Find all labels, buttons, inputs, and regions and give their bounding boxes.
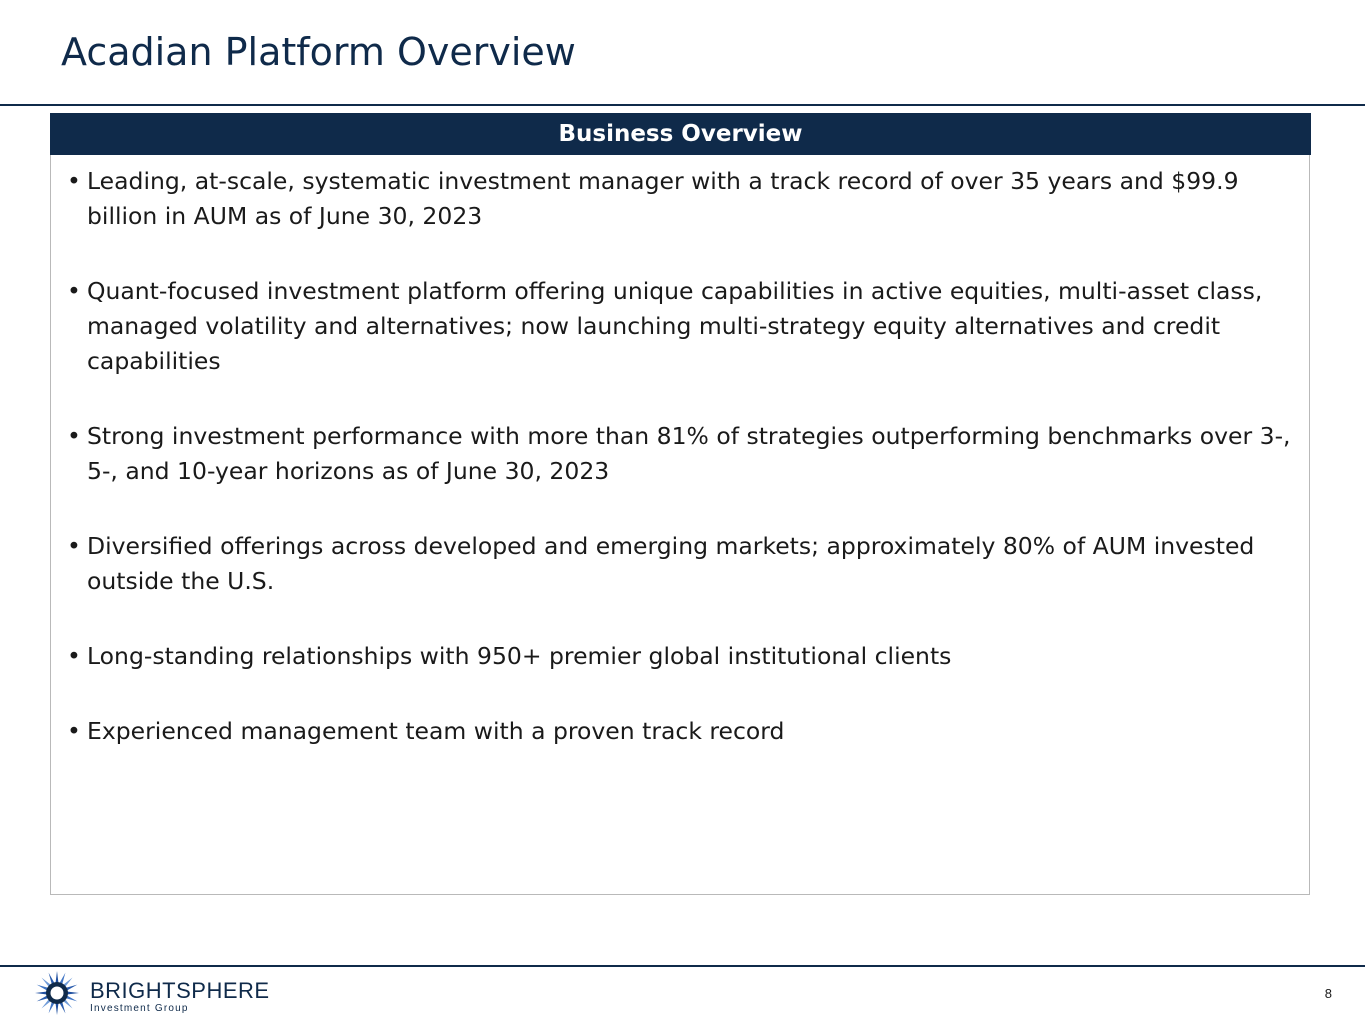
bullet-item	[67, 164, 1292, 234]
bullet-marker: •	[67, 532, 81, 560]
bullet-item	[67, 639, 1292, 674]
page-number: 8	[1324, 986, 1332, 1001]
bullet-marker: •	[67, 422, 81, 450]
bullet-marker: •	[67, 277, 81, 305]
bullet-marker: •	[67, 717, 81, 745]
page-title: Acadian Platform Overview	[61, 30, 576, 74]
bullet-marker: •	[67, 167, 81, 195]
sunburst-logo-icon	[34, 970, 80, 1016]
bullet-item	[67, 274, 1292, 379]
bullet-text: Experienced management team with a proven track record	[87, 717, 785, 745]
brand-name: BRIGHTSPHERE	[90, 978, 270, 1003]
bullet-text: Long-standing relationships with 950+ premier global institutional clients	[87, 642, 952, 670]
bullet-text: Diversified offerings across developed and emerging markets; approximately 80% of AUM invested outside the U.S.	[87, 532, 1255, 595]
bullet-list	[67, 164, 1292, 789]
bullet-item	[67, 529, 1292, 599]
bullet-text: Strong investment performance with more than 81% of strategies outperforming benchmarks over 3-, 5-, and 10-year horizons as of June 30, 2023	[87, 422, 1291, 485]
brand-tagline: Investment Group	[90, 1003, 189, 1014]
bullet-text: Leading, at-scale, systematic investment manager with a track record of over 35 years and $99.9 billion in AUM as of June 30, 2023	[87, 167, 1239, 230]
bullet-marker: •	[67, 642, 81, 670]
panel-header: Business Overview	[50, 113, 1311, 155]
footer-divider	[0, 965, 1365, 967]
title-divider	[0, 104, 1365, 106]
bullet-item	[67, 419, 1292, 489]
bullet-item	[67, 714, 1292, 749]
business-overview-panel	[50, 113, 1310, 895]
bullet-text: Quant-focused investment platform offering unique capabilities in active equities, multi-asset class, managed volatility and alternatives; now launching multi-strategy equity alternatives and credit capabilities	[87, 277, 1263, 375]
